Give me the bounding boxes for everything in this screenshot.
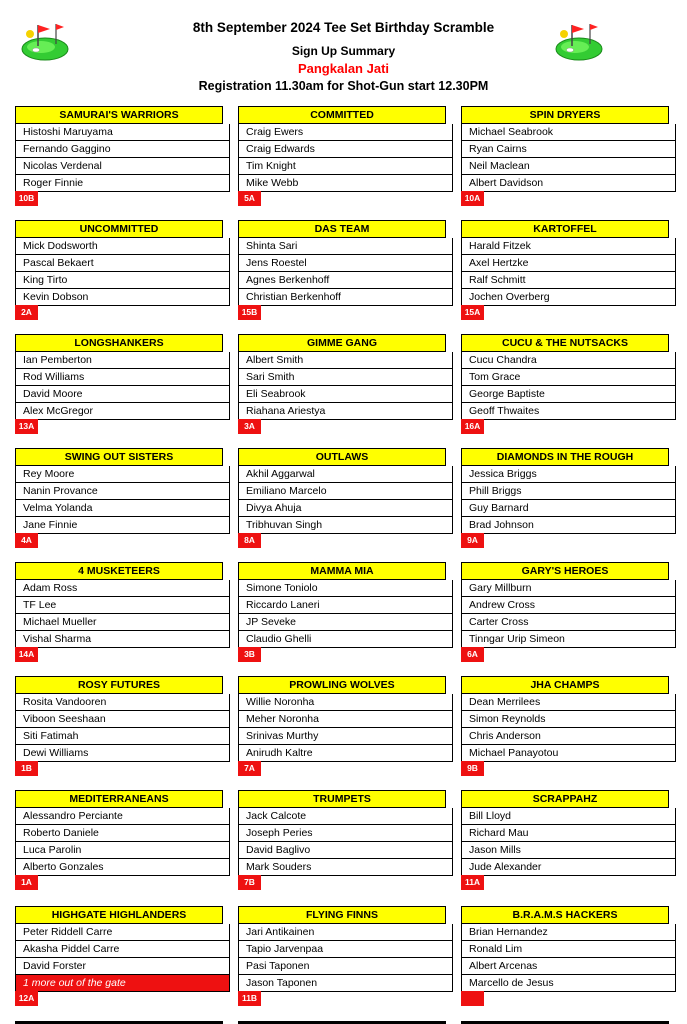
player-name: Ian Pemberton — [15, 352, 230, 369]
player-name: David Baglivo — [238, 842, 453, 859]
player-name: Simon Reynolds — [461, 711, 676, 728]
player-name: Albert Davidson — [461, 175, 676, 192]
team-card — [238, 334, 446, 436]
team-name: MAMMA MIA — [238, 562, 446, 580]
player-name: Harald Fitzek — [461, 238, 676, 255]
starting-tee-badge: 1A — [15, 875, 38, 890]
team-card — [238, 106, 446, 208]
player-name: Tribhuvan Singh — [238, 517, 453, 534]
player-name: Shinta Sari — [238, 238, 453, 255]
player-name: Brian Hernandez — [461, 924, 676, 941]
venue-name: Pangkalan Jati — [297, 61, 390, 76]
player-name: Willie Noronha — [238, 694, 453, 711]
player-name: Axel Hertzke — [461, 255, 676, 272]
player-name: Dewi Williams — [15, 745, 230, 762]
team-name: SWING OUT SISTERS — [15, 448, 223, 466]
player-name: Jessica Briggs — [461, 466, 676, 483]
player-name: Roger Finnie — [15, 175, 230, 192]
team-card — [238, 906, 446, 1008]
player-name: JP Seveke — [238, 614, 453, 631]
player-name: Velma Yolanda — [15, 500, 230, 517]
player-name: Luca Parolin — [15, 842, 230, 859]
starting-tee-badge: 9A — [461, 533, 484, 548]
starting-tee-badge: 4A — [15, 533, 38, 548]
team-card — [461, 106, 669, 208]
team-name: DAS TEAM — [238, 220, 446, 238]
player-name: Jack Calcote — [238, 808, 453, 825]
player-name: Meher Noronha — [238, 711, 453, 728]
player-name: Tim Knight — [238, 158, 453, 175]
team-card — [15, 106, 223, 208]
starting-tee-badge: 15B — [238, 305, 261, 320]
player-name: David Forster — [15, 958, 230, 975]
team-name: GIMME GANG — [238, 334, 446, 352]
starting-tee-badge: 10A — [461, 191, 484, 206]
player-name: Emiliano Marcelo — [238, 483, 453, 500]
starting-tee-badge — [461, 991, 484, 1006]
player-name: Claudio Ghelli — [238, 631, 453, 648]
player-name: Riahana Ariestya — [238, 403, 453, 420]
player-name: Rosita Vandooren — [15, 694, 230, 711]
player-name: Gary Millburn — [461, 580, 676, 597]
team-name: COMMITTED — [238, 106, 446, 124]
player-name: Eli Seabrook — [238, 386, 453, 403]
player-name: Pascal Bekaert — [15, 255, 230, 272]
team-name: ROSY FUTURES — [15, 676, 223, 694]
player-name: Tinngar Urip Simeon — [461, 631, 676, 648]
starting-tee-badge: 6A — [461, 647, 484, 662]
player-name: Jude Alexander — [461, 859, 676, 876]
player-name: Tom Grace — [461, 369, 676, 386]
team-card — [15, 448, 223, 550]
team-card — [461, 790, 669, 892]
player-name: Jane Finnie — [15, 517, 230, 534]
player-name: Divya Ahuja — [238, 500, 453, 517]
team-name: HIGHGATE HIGHLANDERS — [15, 906, 223, 924]
team-card — [15, 334, 223, 436]
starting-tee-badge: 1B — [15, 761, 38, 776]
team-name: CUCU & THE NUTSACKS — [461, 334, 669, 352]
starting-tee-badge: 9B — [461, 761, 484, 776]
player-name: Peter Riddell Carre — [15, 924, 230, 941]
team-name: SAMURAI'S WARRIORS — [15, 106, 223, 124]
player-name: Michael Panayotou — [461, 745, 676, 762]
team-name: LONGSHANKERS — [15, 334, 223, 352]
player-name: 1 more out of the gate — [15, 975, 230, 992]
player-name: Neil Maclean — [461, 158, 676, 175]
player-name: Nicolas Verdenal — [15, 158, 230, 175]
starting-tee-badge: 7A — [238, 761, 261, 776]
team-card — [15, 562, 223, 664]
team-name: OUTLAWS — [238, 448, 446, 466]
player-name: Brad Johnson — [461, 517, 676, 534]
player-name: Alberto Gonzales — [15, 859, 230, 876]
starting-tee-badge: 7B — [238, 875, 261, 890]
player-name: Rey Moore — [15, 466, 230, 483]
player-name: David Moore — [15, 386, 230, 403]
player-name: Guy Barnard — [461, 500, 676, 517]
player-name: Riccardo Laneri — [238, 597, 453, 614]
player-name: Vishal Sharma — [15, 631, 230, 648]
player-name: Christian Berkenhoff — [238, 289, 453, 306]
starting-tee-badge: 12A — [15, 991, 38, 1006]
starting-tee-badge: 3A — [238, 419, 261, 434]
player-name: Marcello de Jesus — [461, 975, 676, 992]
player-name: Agnes Berkenhoff — [238, 272, 453, 289]
player-name: Rod Williams — [15, 369, 230, 386]
player-name: Kevin Dobson — [15, 289, 230, 306]
player-name: Richard Mau — [461, 825, 676, 842]
team-card — [461, 562, 669, 664]
player-name: Albert Smith — [238, 352, 453, 369]
team-card — [238, 562, 446, 664]
team-card — [238, 676, 446, 778]
player-name: Alessandro Perciante — [15, 808, 230, 825]
team-card — [461, 334, 669, 436]
team-card — [15, 676, 223, 778]
player-name: Dean Merrilees — [461, 694, 676, 711]
team-name: SPIN DRYERS — [461, 106, 669, 124]
team-card — [238, 448, 446, 550]
player-name: Jochen Overberg — [461, 289, 676, 306]
player-name: Jens Roestel — [238, 255, 453, 272]
starting-tee-badge: 11A — [461, 875, 484, 890]
player-name: Craig Edwards — [238, 141, 453, 158]
team-card — [461, 448, 669, 550]
team-name: PROWLING WOLVES — [238, 676, 446, 694]
player-name: Mark Souders — [238, 859, 453, 876]
player-name: Ryan Cairns — [461, 141, 676, 158]
player-name: Ralf Schmitt — [461, 272, 676, 289]
team-name: SCRAPPAHZ — [461, 790, 669, 808]
team-name: JHA CHAMPS — [461, 676, 669, 694]
player-name: Craig Ewers — [238, 124, 453, 141]
team-name: 4 MUSKETEERS — [15, 562, 223, 580]
player-name: Tapio Jarvenpaa — [238, 941, 453, 958]
team-name: GARY'S HEROES — [461, 562, 669, 580]
team-card — [238, 220, 446, 322]
player-name: Joseph Peries — [238, 825, 453, 842]
starting-tee-badge: 5A — [238, 191, 261, 206]
player-name: Fernando Gaggino — [15, 141, 230, 158]
player-name: Ronald Lim — [461, 941, 676, 958]
player-name: Pasi Taponen — [238, 958, 453, 975]
registration-info: Registration 11.30am for Shot-Gun start 12.30PM — [198, 79, 489, 93]
team-name: TRUMPETS — [238, 790, 446, 808]
team-card — [15, 220, 223, 322]
team-card — [15, 906, 223, 1008]
team-card — [461, 676, 669, 778]
team-name: FLYING FINNS — [238, 906, 446, 924]
player-name: Roberto Daniele — [15, 825, 230, 842]
player-name: Bill Lloyd — [461, 808, 676, 825]
player-name: Albert Arcenas — [461, 958, 676, 975]
sign-up-summary-heading: Sign Up Summary — [291, 44, 396, 58]
player-name: Histoshi Maruyama — [15, 124, 230, 141]
starting-tee-badge: 14A — [15, 647, 38, 662]
player-name: Michael Mueller — [15, 614, 230, 631]
player-name: Akhil Aggarwal — [238, 466, 453, 483]
player-name: Viboon Seeshaan — [15, 711, 230, 728]
team-card — [461, 220, 669, 322]
player-name: Michael Seabrook — [461, 124, 676, 141]
player-name: Nanin Provance — [15, 483, 230, 500]
starting-tee-badge: 10B — [15, 191, 38, 206]
starting-tee-badge: 11B — [238, 991, 261, 1006]
player-name: Simone Toniolo — [238, 580, 453, 597]
player-name: Srinivas Murthy — [238, 728, 453, 745]
player-name: Anirudh Kaltre — [238, 745, 453, 762]
player-name: Adam Ross — [15, 580, 230, 597]
team-card — [238, 790, 446, 892]
starting-tee-badge: 13A — [15, 419, 38, 434]
team-name: B.R.A.M.S HACKERS — [461, 906, 669, 924]
team-name: DIAMONDS IN THE ROUGH — [461, 448, 669, 466]
player-name: Akasha Piddel Carre — [15, 941, 230, 958]
player-name: Phill Briggs — [461, 483, 676, 500]
player-name: Sari Smith — [238, 369, 453, 386]
player-name: Mick Dodsworth — [15, 238, 230, 255]
player-name: Jason Mills — [461, 842, 676, 859]
team-card — [461, 906, 669, 1008]
starting-tee-badge: 3B — [238, 647, 261, 662]
starting-tee-badge: 2A — [15, 305, 38, 320]
player-name: TF Lee — [15, 597, 230, 614]
player-name: Jason Taponen — [238, 975, 453, 992]
team-name: KARTOFFEL — [461, 220, 669, 238]
player-name: King Tirto — [15, 272, 230, 289]
player-name: Carter Cross — [461, 614, 676, 631]
event-title: 8th September 2024 Tee Set Birthday Scramble — [192, 20, 495, 35]
team-name: UNCOMMITTED — [15, 220, 223, 238]
player-name: Andrew Cross — [461, 597, 676, 614]
starting-tee-badge: 8A — [238, 533, 261, 548]
team-name: MEDITERRANEANS — [15, 790, 223, 808]
player-name: Mike Webb — [238, 175, 453, 192]
team-card — [15, 790, 223, 892]
starting-tee-badge: 16A — [461, 419, 484, 434]
player-name: Cucu Chandra — [461, 352, 676, 369]
player-name: Alex McGregor — [15, 403, 230, 420]
player-name: Geoff Thwaites — [461, 403, 676, 420]
player-name: Jari Antikainen — [238, 924, 453, 941]
player-name: George Baptiste — [461, 386, 676, 403]
player-name: Chris Anderson — [461, 728, 676, 745]
starting-tee-badge: 15A — [461, 305, 484, 320]
player-name: Siti Fatimah — [15, 728, 230, 745]
